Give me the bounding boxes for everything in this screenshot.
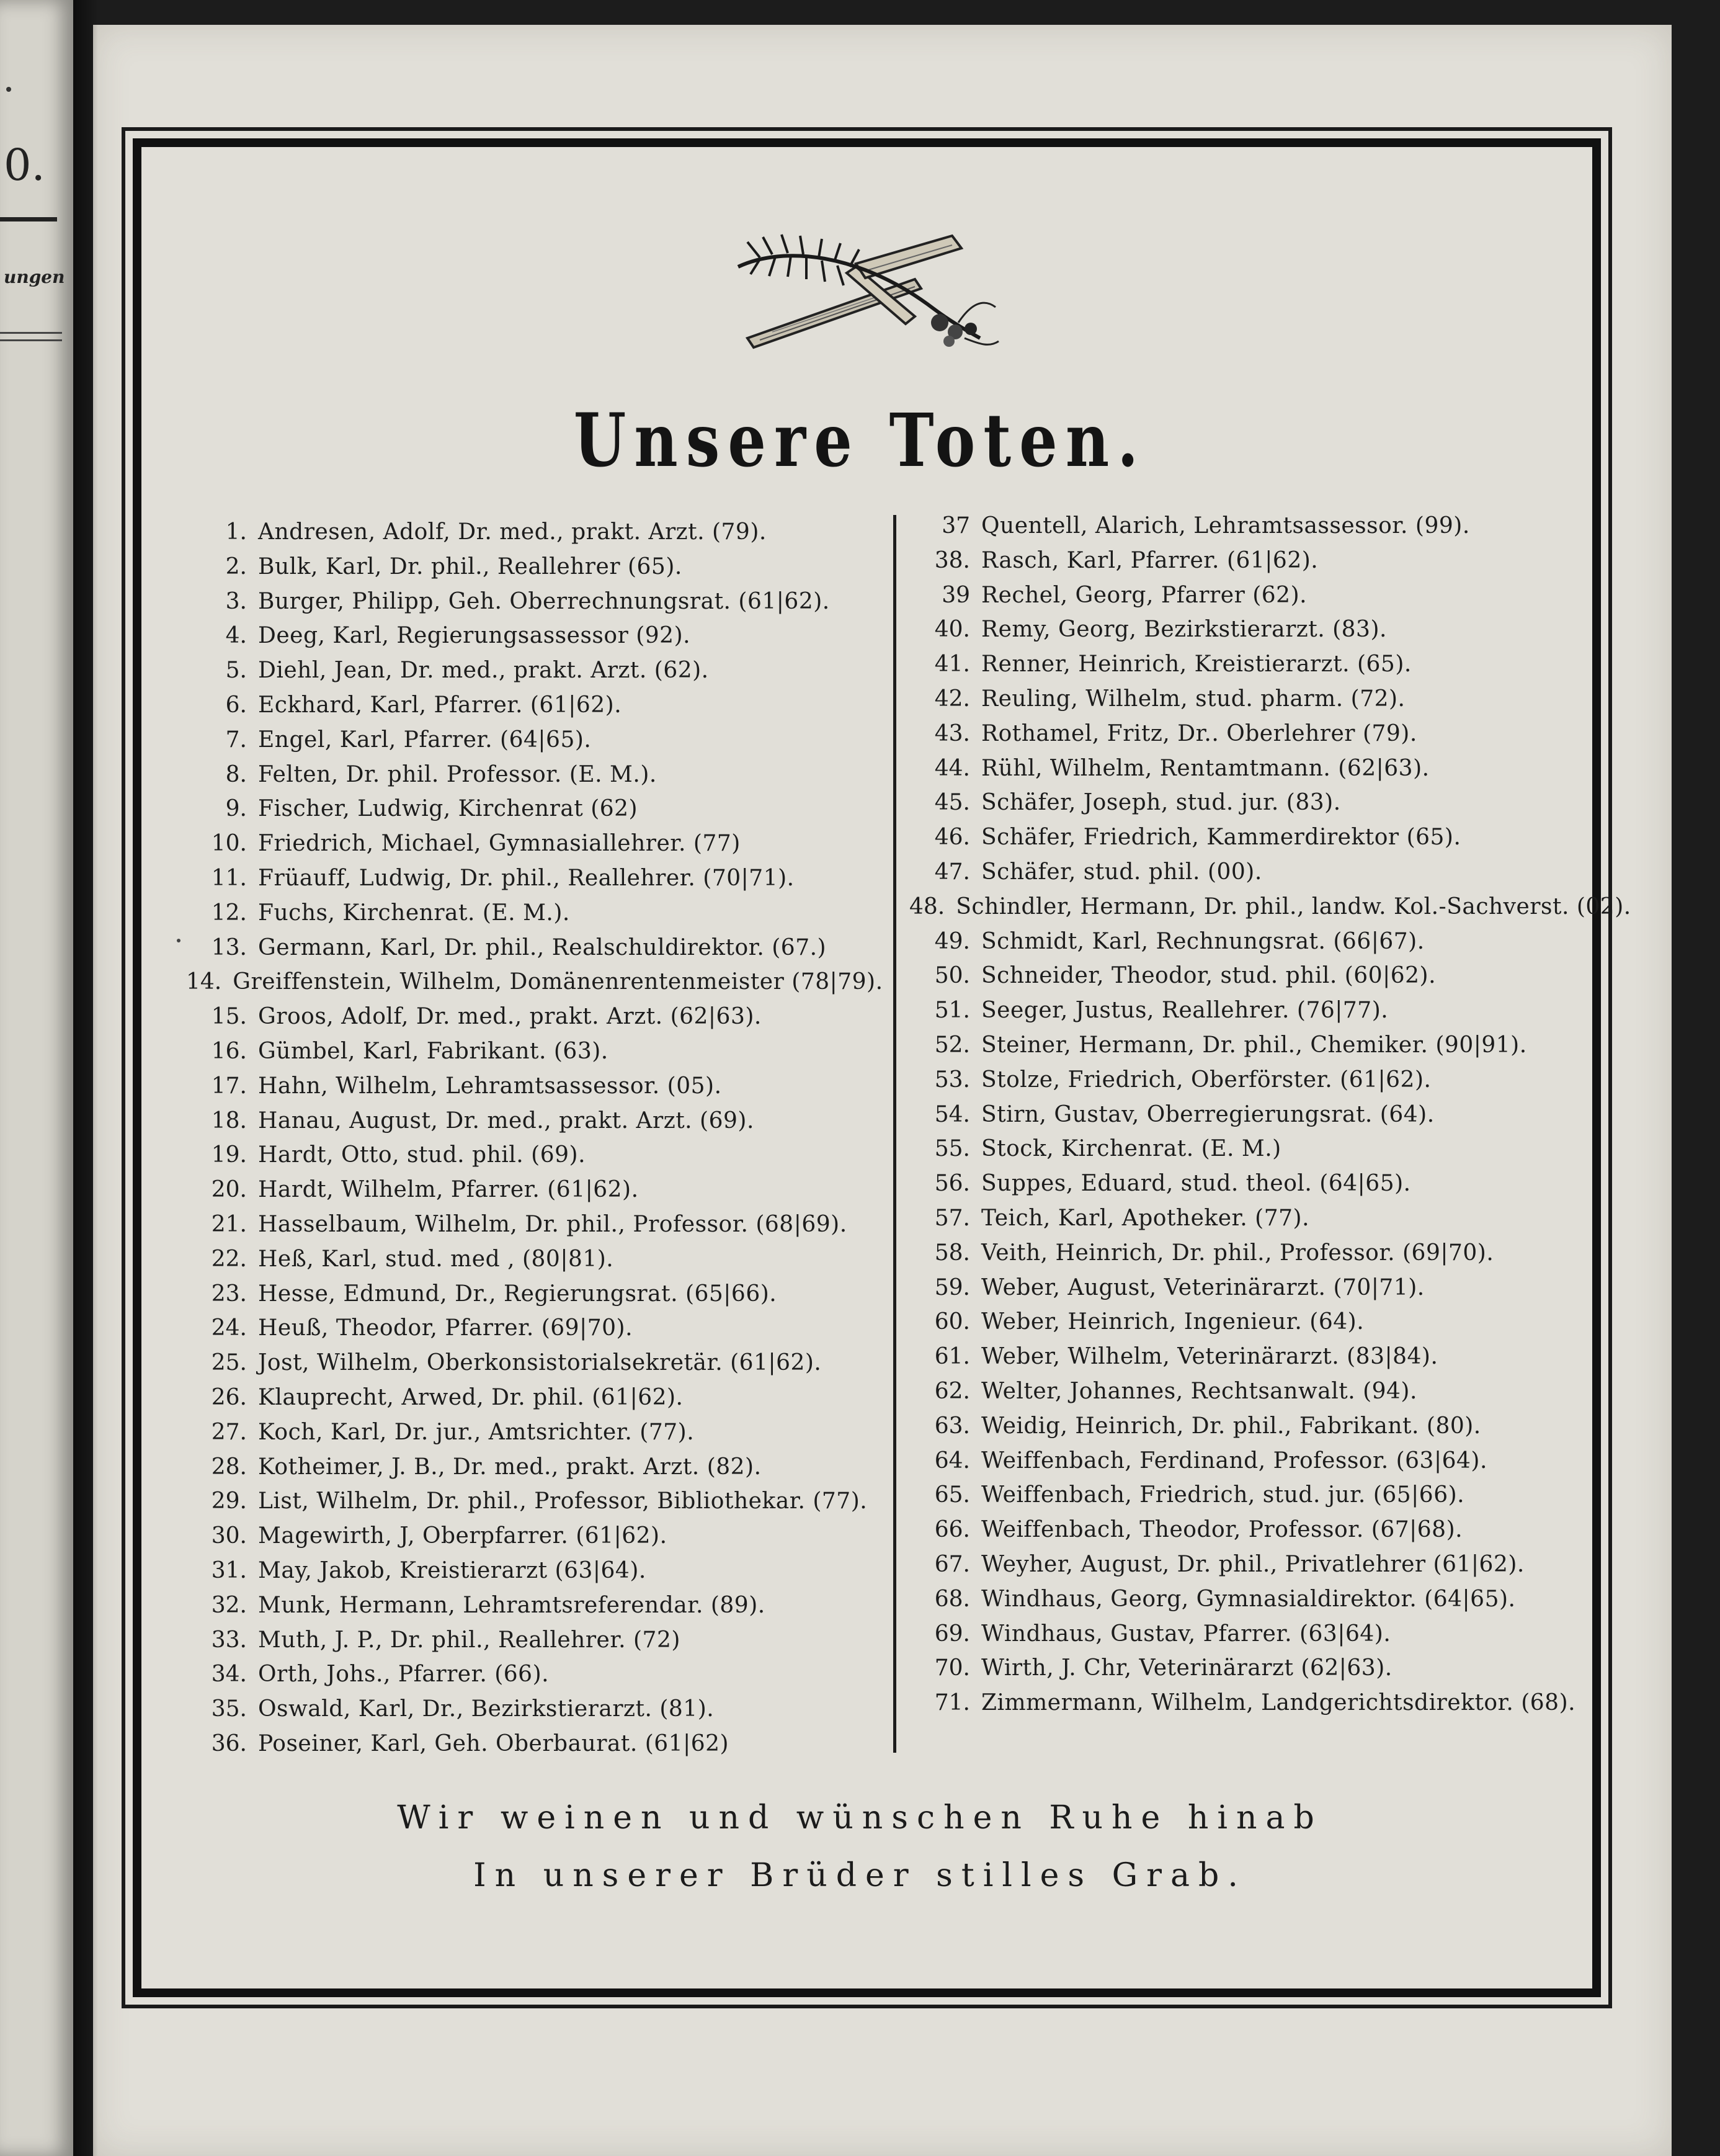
entry-text: Hasselbaum, Wilhelm, Dr. phil., Professor. (68|69).: [258, 1211, 847, 1237]
obituary-entry: [909, 1547, 1604, 1582]
entry-number: 20.: [211, 1177, 247, 1203]
entry-number: 31.: [211, 1557, 247, 1583]
entry-number: 9.: [225, 796, 247, 822]
entry-number: 32.: [211, 1592, 247, 1618]
entry-text: Hanau, August, Dr. med., prakt. Arzt. (69).: [258, 1107, 754, 1134]
obituary-list-left: [186, 515, 881, 1761]
obituary-entry: [909, 1063, 1604, 1098]
entry-number: 10.: [211, 831, 247, 857]
print-speck: [177, 939, 180, 942]
obituary-entry: [909, 855, 1604, 890]
obituary-entry: [909, 1478, 1604, 1513]
entry-number: 60.: [934, 1309, 970, 1335]
entry-text: Schindler, Hermann, Dr. phil., landw. Kol.-Sachverst. (02).: [956, 893, 1631, 919]
page-title: Unsere Toten.: [573, 397, 1147, 483]
entry-number: 4.: [225, 623, 247, 649]
obituary-entry: [186, 792, 881, 826]
obituary-entry: [909, 1374, 1604, 1409]
entry-text: Greiffenstein, Wilhelm, Domänenrentenmeister (78|79).: [233, 969, 883, 995]
entry-text: Eckhard, Karl, Pfarrer. (61|62).: [258, 692, 622, 718]
entry-number: 67.: [934, 1551, 970, 1577]
memorial-verse-line-2: In unserer Brüder stilles Grab.: [473, 1857, 1247, 1894]
obituary-entry: [909, 1582, 1604, 1617]
entry-number: 11.: [211, 865, 247, 891]
obituary-entry: [909, 924, 1604, 959]
obituary-entry: [186, 1311, 881, 1346]
entry-number: 43.: [934, 720, 970, 746]
entry-number: 17.: [211, 1073, 247, 1099]
obituary-entry: [186, 1380, 881, 1415]
entry-text: Rasch, Karl, Pfarrer. (61|62).: [981, 547, 1319, 573]
entry-text: Munk, Hermann, Lehramtsreferendar. (89).: [258, 1592, 765, 1618]
entry-text: Stirn, Gustav, Oberregierungsrat. (64).: [981, 1101, 1435, 1127]
obituary-entry: [186, 896, 881, 931]
obituary-entry: [909, 543, 1604, 578]
obituary-entry: [909, 1686, 1604, 1720]
entry-number: 66.: [934, 1517, 970, 1543]
obituary-entry: [909, 1340, 1604, 1374]
obituary-entry: [909, 509, 1604, 543]
obituary-entry: [186, 1484, 881, 1519]
entry-number: 34.: [211, 1662, 247, 1688]
entry-text: Bulk, Karl, Dr. phil., Reallehrer (65).: [258, 553, 682, 579]
obituary-entry: [186, 826, 881, 861]
entry-text: Weiffenbach, Theodor, Professor. (67|68).: [981, 1517, 1463, 1543]
entry-number: 42.: [934, 686, 970, 712]
entry-number: 33.: [211, 1627, 247, 1653]
entry-text: Renner, Heinrich, Kreistierarzt. (65).: [981, 651, 1412, 678]
entry-number: 45.: [934, 790, 970, 816]
entry-text: Schmidt, Karl, Rechnungsrat. (66|67).: [981, 928, 1425, 954]
entry-text: Burger, Philipp, Geh. Oberrechnungsrat. (61|62).: [258, 588, 830, 614]
entry-text: Wirth, J. Chr, Veterinärarzt (62|63).: [981, 1655, 1392, 1681]
entry-text: Poseiner, Karl, Geh. Oberbaurat. (61|62): [258, 1730, 729, 1756]
entry-text: Muth, J. P., Dr. phil., Reallehrer. (72): [258, 1627, 680, 1653]
entry-number: 49.: [934, 928, 970, 954]
entry-text: Suppes, Eduard, stud. theol. (64|65).: [981, 1171, 1411, 1197]
obituary-entry: [186, 584, 881, 619]
entry-text: Fischer, Ludwig, Kirchenrat (62): [258, 796, 638, 822]
entry-text: Windhaus, Gustav, Pfarrer. (63|64).: [981, 1621, 1391, 1647]
entry-number: 68.: [934, 1586, 970, 1612]
memorial-verse-line-1: Wir weinen und wünschen Ruhe hinab: [397, 1799, 1323, 1836]
entry-text: Reuling, Wilhelm, stud. pharm. (72).: [981, 686, 1406, 712]
entry-text: Groos, Adolf, Dr. med., prakt. Arzt. (62|63).: [258, 1004, 762, 1030]
entry-text: Weiffenbach, Ferdinand, Professor. (63|64).: [981, 1447, 1487, 1474]
entry-text: Gümbel, Karl, Fabrikant. (63).: [258, 1038, 608, 1064]
entry-number: 54.: [934, 1101, 970, 1127]
entry-number: 19.: [211, 1142, 247, 1168]
obituary-entry: [186, 723, 881, 758]
entry-number: 56.: [934, 1171, 970, 1197]
entry-number: 24.: [211, 1315, 247, 1341]
entry-number: 12.: [211, 900, 247, 926]
entry-text: Welter, Johannes, Rechtsanwalt. (94).: [981, 1378, 1417, 1404]
entry-number: 52.: [934, 1032, 970, 1058]
entry-text: Windhaus, Georg, Gymnasialdirektor. (64|65).: [981, 1586, 1516, 1612]
entry-text: Teich, Karl, Apotheker. (77).: [981, 1205, 1310, 1231]
entry-text: Oswald, Karl, Dr., Bezirkstierarzt. (81).: [258, 1696, 715, 1722]
obituary-entry: [909, 1651, 1604, 1686]
obituary-entry: [909, 751, 1604, 786]
entry-text: Koch, Karl, Dr. jur., Amtsrichter. (77).: [258, 1419, 695, 1445]
entry-text: Steiner, Hermann, Dr. phil., Chemiker. (90|91).: [981, 1032, 1527, 1058]
entry-number: 55.: [934, 1136, 970, 1162]
divider-rule: [0, 339, 62, 341]
entry-number: 13.: [211, 934, 247, 960]
obituary-entry: [909, 717, 1604, 751]
entry-text: Engel, Karl, Pfarrer. (64|65).: [258, 727, 592, 753]
adjacent-page-number-fragment: 0.: [4, 140, 45, 190]
obituary-entry: [186, 1588, 881, 1623]
entry-text: Orth, Johs., Pfarrer. (66).: [258, 1662, 550, 1688]
obituary-entry: [909, 1028, 1604, 1063]
page-mark: [6, 87, 11, 92]
entry-number: 15.: [211, 1004, 247, 1030]
obituary-entry: [186, 1450, 881, 1485]
entry-text: Felten, Dr. phil. Professor. (E. M.).: [258, 761, 657, 787]
obituary-entry: [909, 1409, 1604, 1444]
entry-text: May, Jakob, Kreistierarzt (63|64).: [258, 1557, 646, 1583]
obituary-entry: [186, 861, 881, 896]
entry-number: 41.: [934, 651, 970, 678]
entry-text: Heuß, Theodor, Pfarrer. (69|70).: [258, 1315, 633, 1341]
entry-number: 59.: [934, 1274, 970, 1300]
entry-text: Jost, Wilhelm, Oberkonsistorialsekretär. (61|62).: [258, 1350, 822, 1376]
entry-number: 7.: [225, 727, 247, 753]
entry-text: Früauff, Ludwig, Dr. phil., Reallehrer. (70|71).: [258, 865, 795, 891]
entry-number: 47.: [934, 859, 970, 885]
obituary-entry: [186, 1657, 881, 1692]
entry-text: Veith, Heinrich, Dr. phil., Professor. (69|70).: [981, 1240, 1494, 1266]
obituary-entry: [186, 1069, 881, 1104]
entry-text: Schäfer, Joseph, stud. jur. (83).: [981, 790, 1341, 816]
entry-text: Weber, Heinrich, Ingenieur. (64).: [981, 1309, 1365, 1335]
entry-text: Hahn, Wilhelm, Lehramtsassessor. (05).: [258, 1073, 722, 1099]
obituary-entry: [186, 1346, 881, 1380]
adjacent-page-word-fragment: ungen: [4, 267, 65, 287]
entry-text: Stolze, Friedrich, Oberförster. (61|62).: [981, 1067, 1432, 1093]
obituary-entry: [186, 653, 881, 688]
obituary-entry: [186, 758, 881, 792]
obituary-entry: [186, 1000, 881, 1034]
entry-number: 69.: [934, 1621, 970, 1647]
obituary-entry: [186, 1415, 881, 1450]
entry-number: 57.: [934, 1205, 970, 1231]
entry-number: 28.: [211, 1454, 247, 1480]
entry-number: 58.: [934, 1240, 970, 1266]
obituary-entry: [909, 1132, 1604, 1166]
obituary-entry: [186, 1727, 881, 1761]
obituary-entry: [186, 1692, 881, 1727]
obituary-entry: [909, 1513, 1604, 1547]
entry-text: Heß, Karl, stud. med , (80|81).: [258, 1246, 614, 1272]
entry-text: Hardt, Wilhelm, Pfarrer. (61|62).: [258, 1177, 639, 1203]
entry-text: Weiffenbach, Friedrich, stud. jur. (65|66).: [981, 1482, 1465, 1508]
entry-text: Weber, Wilhelm, Veterinärarzt. (83|84).: [981, 1344, 1438, 1370]
obituary-entry: [909, 993, 1604, 1028]
entry-number: 8.: [225, 761, 247, 787]
entry-number: 44.: [934, 755, 970, 781]
entry-text: Klauprecht, Arwed, Dr. phil. (61|62).: [258, 1384, 684, 1410]
entry-text: Quentell, Alarich, Lehramtsassessor. (99).: [981, 513, 1470, 539]
entry-text: Diehl, Jean, Dr. med., prakt. Arzt. (62).: [258, 658, 709, 684]
entry-number: 6.: [225, 692, 247, 718]
entry-number: 71.: [934, 1690, 970, 1716]
obituary-entry: [909, 1271, 1604, 1305]
entry-number: 35.: [211, 1696, 247, 1722]
entry-text: Deeg, Karl, Regierungsassessor (92).: [258, 623, 691, 649]
entry-text: Rothamel, Fritz, Dr.. Oberlehrer (79).: [981, 720, 1417, 746]
entry-number: 14.: [186, 969, 222, 995]
entry-text: Schneider, Theodor, stud. phil. (60|62).: [981, 963, 1437, 989]
obituary-entry: [909, 578, 1604, 613]
entry-number: 37: [942, 513, 970, 539]
obituary-entry: [186, 1173, 881, 1207]
entry-text: Rühl, Wilhelm, Rentamtmann. (62|63).: [981, 755, 1430, 781]
entry-number: 46.: [934, 825, 970, 851]
entry-number: 30.: [211, 1523, 247, 1549]
entry-text: List, Wilhelm, Dr. phil., Professor, Bibliothekar. (77).: [258, 1488, 868, 1514]
entry-text: Friedrich, Michael, Gymnasiallehrer. (77): [258, 831, 741, 857]
entry-number: 63.: [934, 1413, 970, 1439]
obituary-entry: [909, 682, 1604, 717]
obituary-entry: [186, 931, 881, 965]
entry-number: 16.: [211, 1038, 247, 1064]
obituary-entry: [186, 688, 881, 723]
entry-number: 50.: [934, 963, 970, 989]
entry-text: Andresen, Adolf, Dr. med., prakt. Arzt. (79).: [258, 519, 767, 545]
entry-text: Zimmermann, Wilhelm, Landgerichtsdirektor. (68).: [981, 1690, 1576, 1716]
obituary-entry: [186, 1104, 881, 1138]
entry-number: 1.: [225, 519, 247, 545]
obituary-entry: [186, 1034, 881, 1069]
obituary-entry: [909, 612, 1604, 647]
obituary-entry: [909, 1305, 1604, 1340]
obituary-entry: [186, 1242, 881, 1277]
obituary-entry: [909, 1617, 1604, 1652]
obituary-entry: [909, 890, 1631, 924]
divider-rule: [0, 217, 57, 221]
entry-number: 62.: [934, 1378, 970, 1404]
entry-text: Schäfer, Friedrich, Kammerdirektor (65).: [981, 825, 1461, 851]
entry-number: 70.: [934, 1655, 970, 1681]
entry-number: 25.: [211, 1350, 247, 1376]
entry-text: Stock, Kirchenrat. (E. M.): [981, 1136, 1281, 1162]
obituary-entry: [186, 1623, 881, 1658]
obituary-entry: [186, 550, 881, 584]
entry-text: Fuchs, Kirchenrat. (E. M.).: [258, 900, 570, 926]
entry-number: 23.: [211, 1281, 247, 1307]
entry-text: Weidig, Heinrich, Dr. phil., Fabrikant. (80).: [981, 1413, 1481, 1439]
divider-rule: [0, 332, 62, 334]
entry-number: 27.: [211, 1419, 247, 1445]
entry-number: 64.: [934, 1447, 970, 1474]
obituary-entry: [909, 1098, 1604, 1132]
obituary-entry: [186, 1519, 881, 1554]
entry-text: Weber, August, Veterinärarzt. (70|71).: [981, 1274, 1425, 1300]
obituary-entry: [909, 820, 1604, 855]
obituary-entry: [909, 1166, 1604, 1201]
entry-number: 38.: [934, 547, 970, 573]
obituary-entry: [909, 1201, 1604, 1236]
entry-text: Kotheimer, J. B., Dr. med., prakt. Arzt. (82).: [258, 1454, 762, 1480]
obituary-entry: [186, 1207, 881, 1242]
obituary-entry: [909, 647, 1604, 682]
entry-text: Germann, Karl, Dr. phil., Realschuldirektor. (67.): [258, 934, 827, 960]
entry-number: 29.: [211, 1488, 247, 1514]
obituary-entry: [909, 1444, 1604, 1478]
entry-text: Hardt, Otto, stud. phil. (69).: [258, 1142, 586, 1168]
entry-text: Weyher, August, Dr. phil., Privatlehrer (61|62).: [981, 1551, 1525, 1577]
entry-number: 21.: [211, 1211, 247, 1237]
entry-number: 40.: [934, 617, 970, 643]
obituary-entry: [909, 959, 1604, 993]
obituary-entry: [186, 1277, 881, 1312]
entry-number: 3.: [225, 588, 247, 614]
entry-text: Schäfer, stud. phil. (00).: [981, 859, 1262, 885]
obituary-entry: [186, 1554, 881, 1588]
obituary-entry: [186, 1138, 881, 1173]
entry-number: 53.: [934, 1067, 970, 1093]
obituary-entry: [186, 965, 881, 1000]
obituary-entry: [186, 515, 881, 550]
cross-and-palm-icon: [735, 230, 1002, 354]
entry-number: 22.: [211, 1246, 247, 1272]
entry-number: 48.: [909, 893, 945, 919]
entry-text: Rechel, Georg, Pfarrer (62).: [981, 582, 1308, 608]
entry-number: 39: [942, 582, 970, 608]
entry-number: 61.: [934, 1344, 970, 1370]
entry-number: 36.: [211, 1730, 247, 1756]
entry-text: Seeger, Justus, Reallehrer. (76|77).: [981, 998, 1389, 1024]
entry-number: 5.: [225, 658, 247, 684]
column-divider: [893, 515, 896, 1753]
obituary-list-right: [909, 509, 1631, 1720]
entry-number: 65.: [934, 1482, 970, 1508]
obituary-entry: [909, 785, 1604, 820]
entry-number: 2.: [225, 553, 247, 579]
obituary-entry: [186, 619, 881, 653]
entry-text: Remy, Georg, Bezirkstierarzt. (83).: [981, 617, 1387, 643]
entry-number: 26.: [211, 1384, 247, 1410]
obituary-entry: [909, 1236, 1604, 1271]
entry-number: 51.: [934, 998, 970, 1024]
entry-text: Magewirth, J, Oberpfarrer. (61|62).: [258, 1523, 667, 1549]
entry-text: Hesse, Edmund, Dr., Regierungsrat. (65|66).: [258, 1281, 777, 1307]
entry-number: 18.: [211, 1107, 247, 1134]
